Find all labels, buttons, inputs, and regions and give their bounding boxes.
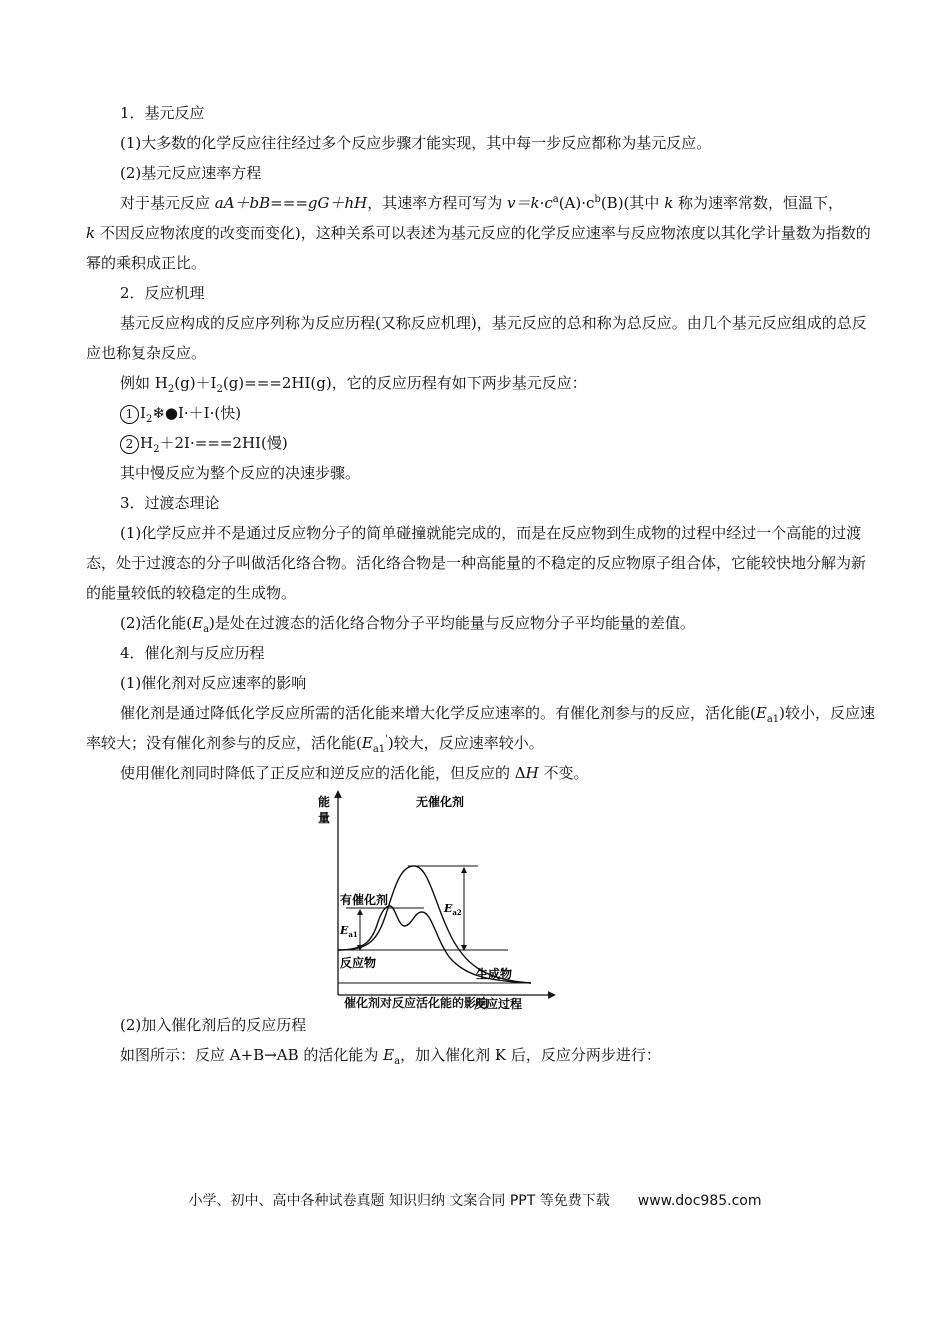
text-run: ❄●I·＋I·(快)	[152, 404, 242, 422]
section-4-para-1: (1)催化剂对反应速率的影响	[120, 674, 307, 692]
y-axis-label-1: 能	[318, 795, 331, 809]
section-3-para-1: (1)化学反应并不是通过反应物分子的简单碰撞就能完成的，而是在反应物到生成物的过程中经过一个高能的过渡态，处于过渡态的分子叫做活化络合物。活化络合物是一种高能量的不稳定的反应物原子组合体，它能较快地分解为新的能量较低的较稳定的生成物。	[86, 524, 867, 602]
text-run: I	[140, 404, 146, 422]
text-run: )较小，反应速率较大；没有催化剂参与的反应，活化能(	[86, 704, 875, 752]
section-1-para-1: (1)大多数的化学反应往往经过多个反应步骤才能实现，其中每一步反应都称为基元反应。	[120, 134, 712, 152]
subscript: a1	[766, 714, 780, 725]
subscript: a	[394, 1056, 401, 1067]
x-axis-label: 反应过程	[474, 997, 523, 1010]
section-2-para-3: 其中慢反应为整个反应的决速步骤。	[120, 464, 361, 482]
subscript: 2	[153, 444, 160, 455]
exponent-a: a	[552, 194, 559, 205]
subscript: 2	[145, 414, 153, 425]
product-label: 生成物	[476, 967, 513, 981]
text-run: ＋2I·===2HI(慢)	[159, 434, 288, 452]
section-4-para-2	[86, 698, 878, 758]
ea1-E: E	[340, 924, 349, 937]
symbol-E: E	[192, 614, 204, 632]
subscript: a1	[372, 744, 386, 755]
text-run: 不因反应物浓度的改变而变化)，这种关系可以表述为基元反应的化学反应速率与反应物浓度以其化学计量数为指数的幂的乘积成正比。	[86, 224, 871, 272]
rate-constant-k: k	[86, 224, 96, 242]
text-run: 催化剂是通过降低化学反应所需的活化能来增大化学反应速率的。有催化剂参与的反应，活化能(	[120, 704, 756, 722]
prime: '	[385, 734, 388, 745]
reactant-label: 反应物	[340, 956, 377, 970]
section-2-title: 2．反应机理	[120, 284, 205, 302]
text-run: H	[140, 434, 154, 452]
document-content	[86, 98, 878, 1070]
text-run: 例如 H	[120, 374, 168, 392]
section-1-title: 1．基元反应	[120, 104, 205, 122]
text-run: ，加入催化剂 K 后，反应分两步进行：	[400, 1046, 661, 1064]
section-4-title: 4．催化剂与反应历程	[120, 644, 265, 662]
ea1-sub: a1	[348, 930, 358, 939]
ea2-label	[443, 902, 462, 917]
ea2-sub: a2	[452, 908, 462, 917]
section-2-para-1: 基元反应构成的反应序列称为反应历程(又称反应机理)，基元反应的总和称为总反应。由几个基元反应组成的总反应也称复杂反应。	[86, 314, 867, 362]
section-4-para-5	[86, 1040, 878, 1070]
subscript: 2	[216, 384, 223, 395]
subscript: 2	[167, 384, 175, 395]
circled-number-2: 2	[120, 435, 139, 454]
section-4-para-4: (2)加入催化剂后的反应历程	[120, 1016, 307, 1034]
exponent-b: b	[594, 194, 601, 205]
section-2-step-2	[86, 428, 878, 458]
symbol-E: E	[361, 734, 373, 752]
with-catalyst-label: 有催化剂	[340, 893, 389, 907]
text-run: 使用催化剂同时降低了正反应和逆反应的活化能，但反应的 Δ	[120, 764, 526, 782]
figure-caption: 催化剂对反应活化能的影响	[344, 996, 489, 1010]
ea1-label	[339, 924, 358, 939]
section-2-example	[86, 368, 878, 398]
no-catalyst-label: 无催化剂	[416, 795, 465, 809]
section-3-para-2	[86, 608, 878, 638]
symbol-H: H	[525, 764, 539, 782]
text-run: 如图所示：反应 A+B→AB 的活化能为	[120, 1046, 384, 1064]
circled-number-1: 1	[120, 405, 139, 424]
energy-diagram-figure	[86, 788, 878, 1010]
symbol-E: E	[383, 1046, 395, 1064]
text-run: 称为速率常数，恒温下，	[673, 194, 844, 212]
section-4-para-3	[86, 758, 878, 788]
section-1-para-2: (2)基元反应速率方程	[120, 164, 262, 182]
text-run: (g)＋I	[174, 374, 217, 392]
symbol-E: E	[755, 704, 767, 722]
text-run: (g)===2HI(g)，它的反应历程有如下两步基元反应：	[222, 374, 587, 392]
text-run: 不变。	[538, 764, 589, 782]
page-footer	[0, 1190, 950, 1210]
text-run: )是处在过渡态的活化络合物分子平均能量与反应物分子平均能量的差值。	[209, 614, 695, 632]
footer-text: 小学、初中、高中各种试卷真题 知识归纳 文案合同 PPT 等免费下载	[188, 1193, 610, 1209]
reaction-equation: aA＋bB===gG＋hH	[214, 194, 368, 212]
text-run: (2)活化能(	[120, 614, 193, 632]
footer-link[interactable]: www.doc985.com	[637, 1193, 762, 1209]
energy-diagram	[316, 790, 556, 1010]
rate-constant-k: k	[664, 194, 674, 212]
ea2-E: E	[444, 902, 453, 915]
rate-expression: v＝k·c	[507, 194, 553, 212]
text-run: ，其速率方程可写为	[367, 194, 507, 212]
text-run: )较大，反应速率较小。	[387, 734, 544, 752]
text-run: (B)(其中	[600, 194, 665, 212]
section-3-title: 3．过渡态理论	[120, 494, 220, 512]
text-run: 对于基元反应	[120, 194, 215, 212]
text-run: (A)·c	[558, 194, 595, 212]
section-2-step-1	[86, 398, 878, 428]
subscript: a	[203, 624, 210, 635]
section-1-rate-equation-para	[86, 188, 878, 278]
y-axis-label-2: 量	[318, 811, 331, 825]
